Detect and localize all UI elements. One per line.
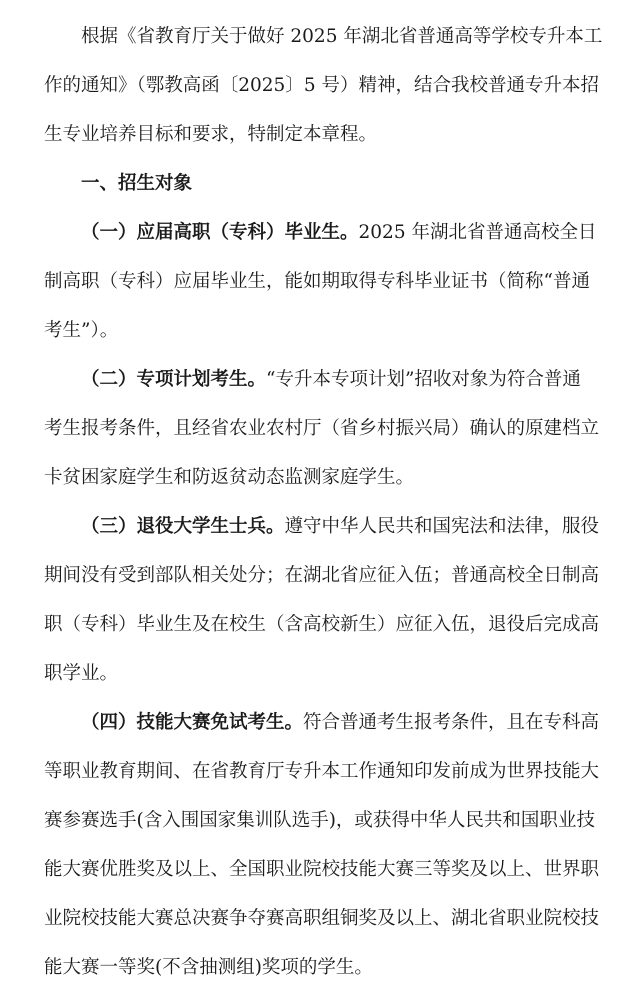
intro-paragraph: [44, 12, 603, 159]
text-line: 卡贫困家庭学生和防返贫动态监测家庭学生。: [44, 467, 415, 488]
text-line: 职学业。: [44, 663, 119, 684]
item-paragraph-4: [44, 698, 600, 992]
text-line: 职（专科）毕业生及在校生（含高校新生）应征入伍，退役后完成高: [44, 614, 600, 635]
text-line: 等职业教育期间、在省教育厅专升本工作通知印发前成为世界技能大: [44, 761, 600, 782]
item-title: （一）应届高职（专科）毕业生。: [81, 222, 359, 243]
text-line: 赛参赛选手(含入围国家集训队选手)，或获得中华人民共和国职业技: [44, 810, 595, 831]
item-paragraph-1: [44, 208, 597, 355]
item-title: （二）专项计划考生。: [81, 369, 267, 390]
item-paragraph-3: [44, 502, 600, 698]
item-title: （三）退役大学生士兵。: [81, 516, 285, 537]
item-text: 遵守中华人民共和国宪法和法律，服役: [284, 516, 600, 537]
text-line: 能大赛一等奖(不含抽测组)奖项的学生。: [44, 957, 373, 978]
text-line: 生专业培养目标和要求，特制定本章程。: [44, 124, 378, 145]
text-line: 能大赛优胜奖及以上、全国职业院校技能大赛三等奖及以上、世界职: [44, 859, 600, 880]
text-line: [44, 208, 597, 257]
item-text: “专升本专项计划”招收对象为符合普通: [266, 369, 581, 390]
document-body: [44, 12, 603, 992]
text-line: [44, 502, 600, 551]
text-line: 考生”）。: [44, 320, 119, 341]
item-paragraph-2: [44, 355, 600, 502]
text-line: 制高职（专科）应届毕业生，能如期取得专科毕业证书（简称“普通: [44, 271, 590, 292]
text-line: 作的通知》（鄂教高函〔2025〕5 号）精神，结合我校普通专升本招: [44, 75, 599, 96]
item-text: 符合普通考生报考条件，且在专科高: [303, 712, 600, 733]
text-line: 考生报考条件，且经省农业农村厅（省乡村振兴局）确认的原建档立: [44, 418, 600, 439]
text-line: 业院校技能大赛总决赛争夺赛高职组铜奖及以上、湖北省职业院校技: [44, 908, 600, 929]
text-line: 根据《省教育厅关于做好 2025 年湖北省普通高等学校专升本工: [81, 26, 603, 47]
section-heading: 一、招生对象: [81, 173, 193, 194]
item-title: （四）技能大赛免试考生。: [81, 712, 304, 733]
item-text: 2025 年湖北省普通高校全日: [358, 222, 597, 243]
text-line: 期间没有受到部队相关处分；在湖北省应征入伍；普通高校全日制高: [44, 565, 600, 586]
text-line: [44, 698, 600, 747]
text-line: [44, 355, 581, 404]
